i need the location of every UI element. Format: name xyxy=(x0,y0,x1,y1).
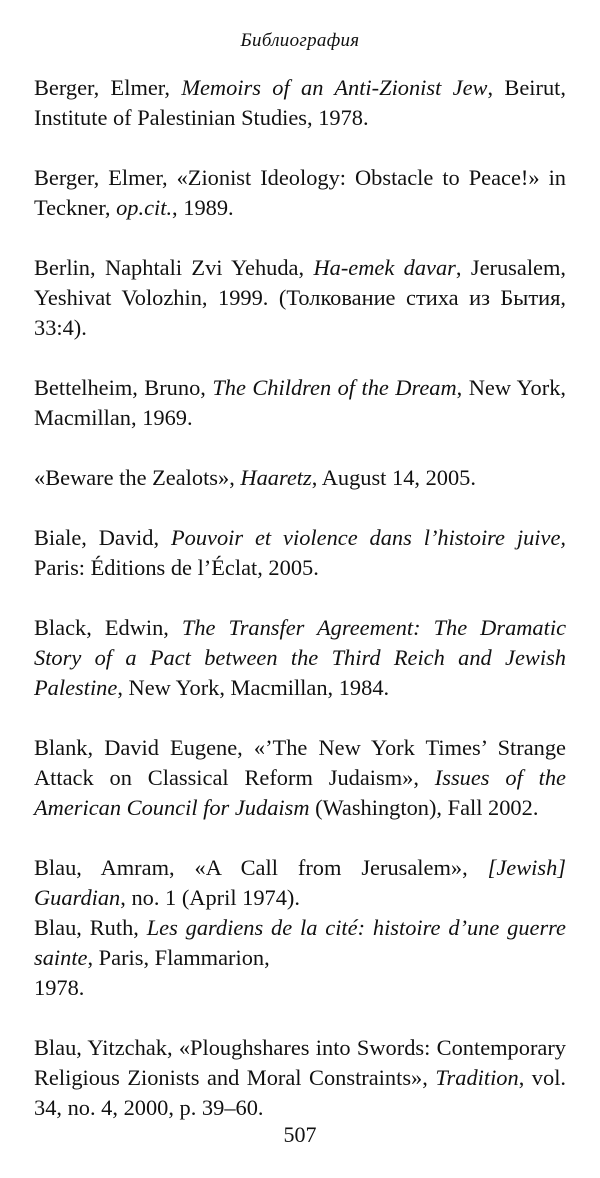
entry-title: Memoirs of an Anti-Zionist Jew xyxy=(181,75,488,100)
bibliography-entry xyxy=(34,733,566,823)
entry-text: Berger, Elmer, xyxy=(34,75,182,100)
entry-year-line: 1978. xyxy=(34,975,85,1000)
bibliography-list xyxy=(34,73,566,1153)
entry-text: (Washington), Fall 2002. xyxy=(309,795,539,820)
entry-text: , Beirut, Institute of Palestinian Studies, 1978. xyxy=(34,75,566,130)
entry-text: Paris: Éditions de l’Éclat, 2005. xyxy=(34,555,319,580)
entry-title: Haaretz xyxy=(240,465,312,490)
entry-text: , no. 1 (April 1974). xyxy=(120,885,300,910)
entry-text: , Paris, Flammarion, xyxy=(87,945,270,970)
entry-text: Bettelheim, Bruno, xyxy=(34,375,213,400)
entry-title: Ha-emek davar xyxy=(313,255,456,280)
running-header: Библиография xyxy=(240,30,360,51)
book-page xyxy=(34,0,566,1178)
entry-text: , New York, Macmillan, 1984. xyxy=(117,675,390,700)
entry-text: , vol. 34, no. 4, 2000, p. 39–60. xyxy=(34,1065,567,1120)
entry-text: , New York, Macmillan, 1969. xyxy=(34,375,566,430)
entry-text: Blau, Ruth, xyxy=(34,915,147,940)
entry-text: «Beware the Zealots», xyxy=(34,465,241,490)
bibliography-entry xyxy=(34,1033,566,1123)
entry-title: [Jewish] Guardian xyxy=(34,855,566,910)
entry-text: Blau, Yitzchak, «Ploughshares into Swords: Contemporary Religious Zionists and Moral Constraints», xyxy=(34,1035,566,1090)
entry-title: The Children of the Dream xyxy=(212,375,457,400)
entry-title: op.cit. xyxy=(116,195,173,220)
entry-text: , August 14, 2005. xyxy=(311,465,476,490)
entry-text: Berger, Elmer, «Zionist Ideology: Obstacle to Peace!» in Teckner, xyxy=(34,165,566,220)
entry-text: Blau, Amram, «A Call from Jerusalem», xyxy=(34,855,488,880)
entry-text: Black, Edwin, xyxy=(34,615,182,640)
entry-title: Pouvoir et violence dans l’histoire juive, xyxy=(170,525,566,550)
bibliography-entry xyxy=(34,613,566,703)
bibliography-entry xyxy=(34,73,566,133)
bibliography-entry xyxy=(34,913,566,1003)
bibliography-entry xyxy=(34,463,566,493)
entry-title: Tradition xyxy=(435,1065,519,1090)
entry-text: Berlin, Naphtali Zvi Yehuda, xyxy=(34,255,314,280)
entry-text: Blank, David Eugene, «’The New York Times’ Strange Attack on Classical Reform Judaism», xyxy=(34,735,566,790)
bibliography-entry xyxy=(34,253,566,343)
page-number: 507 xyxy=(283,1122,317,1147)
entry-title: The Transfer Agreement: The Dramatic Story of a Pact between the Third Reich and Jewish Palestine xyxy=(34,615,567,700)
bibliography-entry xyxy=(34,163,566,223)
bibliography-entry xyxy=(34,523,566,583)
entry-text: , 1989. xyxy=(172,195,234,220)
entry-title: Les gardiens de la cité: histoire d’une guerre sainte xyxy=(34,915,566,970)
entry-title: Issues of the American Council for Judaism xyxy=(34,765,566,820)
bibliography-entry xyxy=(34,853,566,913)
bibliography-entry xyxy=(34,373,566,433)
entry-text: , Jerusalem, Yeshivat Volozhin, 1999. (Толкование стиха из Бытия, 33:4). xyxy=(34,255,566,340)
entry-text: Biale, David, xyxy=(34,525,171,550)
